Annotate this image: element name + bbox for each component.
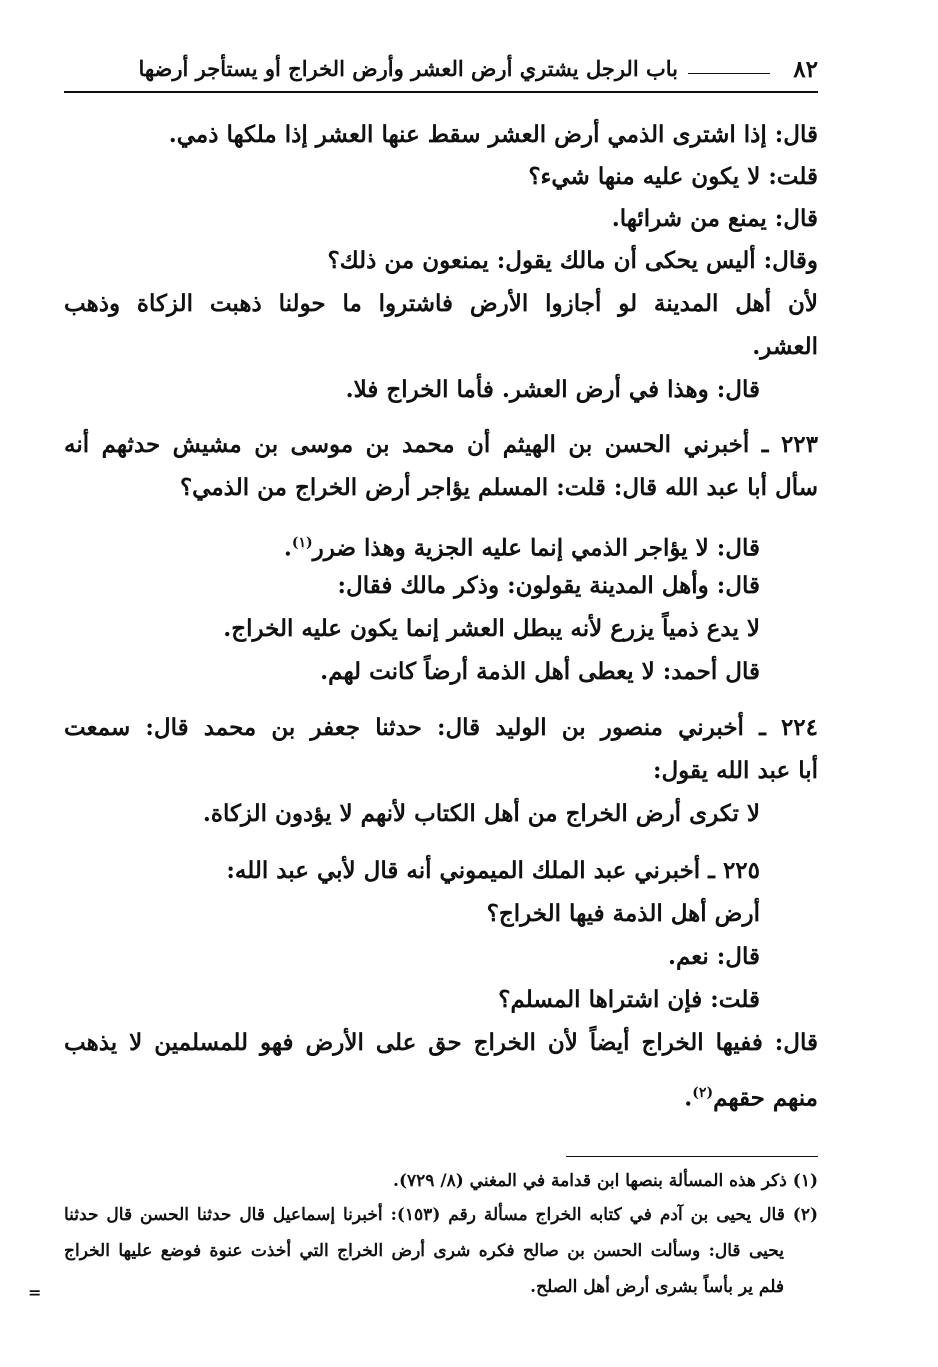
text-line: [284, 526, 760, 560]
footnote-2-continuation: فلم ير بأساً بشرى أرض أهل الصلح.: [530, 1277, 784, 1297]
footnote-ref-1: (١): [291, 535, 313, 551]
text-line: لأن أهل المدينة لو أجازوا الأرض فاشتروا ما حولنا ذهبت الزكاة وذهب: [64, 290, 818, 317]
text-line: العشر.: [752, 333, 818, 360]
text-line: قال: يمنع من شرائها.: [611, 205, 818, 232]
header-dash-rule: [688, 73, 770, 74]
running-header: [64, 56, 818, 92]
text-line: أرض أهل الذمة فيها الخراج؟: [486, 900, 760, 927]
text-line: قال أحمد: لا يعطى أهل الذمة أرضاً كانت لهم.: [320, 658, 760, 685]
text-line: قال: وأهل المدينة يقولون: وذكر مالك فقال:: [337, 572, 760, 599]
text-line-content: منهم حقهم: [713, 1084, 818, 1112]
text-line: أبا عبد الله يقول:: [652, 757, 818, 784]
footnote-1: (١) ذكر هذه المسألة بنصها ابن قدامة في المغني (٨/ ٧٢٩).: [393, 1171, 818, 1191]
footnote-2: (٢) قال يحيى بن آدم في كتابه الخراج مسألة رقم (١٥٣): أخبرنا إسماعيل قال حدثنا الحسن قال حدثنا: [64, 1205, 818, 1225]
text-line: قلت: فإن اشتراها المسلم؟: [498, 986, 760, 1013]
text-line: لا تكرى أرض الخراج من أهل الكتاب لأنهم لا يؤدون الزكاة.: [202, 800, 760, 827]
hadith-223-opening: ٢٢٣ ـ أخبرني الحسن بن الهيثم أن محمد بن موسى بن مشيش حدثهم أنه: [64, 431, 818, 458]
text-line: وقال: أليس يحكى أن مالك يقول: يمنعون من ذلك؟: [327, 247, 818, 274]
hadith-224-opening: ٢٢٤ ـ أخبرني منصور بن الوليد قال: حدثنا جعفر بن محمد قال: سمعت: [64, 714, 818, 741]
footnote-ref-trail: .: [684, 1084, 693, 1112]
header-underline: [64, 91, 818, 93]
hadith-225-opening: ٢٢٥ ـ أخبرني عبد الملك الميموني أنه قال لأبي عبد الله:: [226, 857, 760, 884]
text-line: [684, 1076, 818, 1110]
text-line: لا يدع ذمياً يزرع لأنه يبطل العشر إنما يكون عليه الخراج.: [223, 615, 760, 642]
text-line: سأل أبا عبد الله قال: قلت: المسلم يؤاجر أرض الخراج من الذمي؟: [179, 474, 818, 501]
margin-mark: =: [28, 1283, 42, 1302]
footnote-ref-2: (٢): [692, 1085, 714, 1101]
text-line-content: قال: لا يؤاجر الذمي إنما عليه الجزية وهذا ضرر: [312, 534, 760, 562]
text-line: قال: نعم.: [667, 943, 760, 970]
running-title: باب الرجل يشتري أرض العشر وأرض الخراج أو يستأجر أرضها: [138, 56, 678, 81]
page-number: ٨٢: [793, 56, 818, 83]
footnote-2-continuation: يحيى قال: وسألت الحسن بن صالح فكره شرى أرض الخراج التي أخذت عنوة فوضع عليها الخراج: [64, 1241, 784, 1261]
footnote-ref-trail: .: [283, 534, 292, 562]
text-line: قلت: لا يكون عليه منها شيء؟: [528, 163, 818, 190]
text-line: قال: وهذا في أرض العشر. فأما الخراج فلا.: [345, 376, 760, 403]
text-line: قال: ففيها الخراج أيضاً لأن الخراج حق على الأرض فهو للمسلمين لا يذهب: [64, 1029, 818, 1056]
footnote-separator: [566, 1156, 818, 1157]
text-line: قال: إذا اشترى الذمي أرض العشر سقط عنها العشر إذا ملكها ذمي.: [168, 121, 818, 148]
